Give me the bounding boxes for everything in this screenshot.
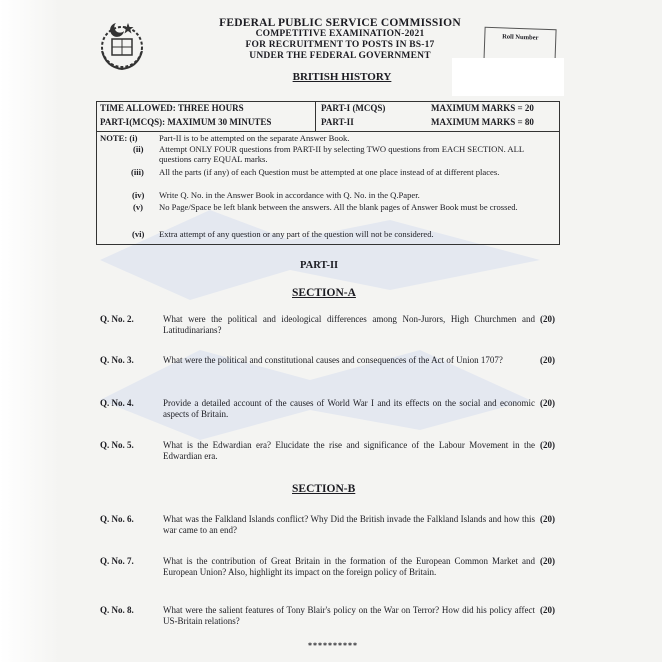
note-number: (ii) — [133, 144, 144, 154]
time-allowed: TIME ALLOWED: THREE HOURS — [100, 103, 244, 113]
note-number: (v) — [133, 202, 144, 212]
table-row — [97, 116, 559, 130]
note-text: No Page/Space be left blank between the answers. All the blank pages of Answer Book must be crossed. — [159, 202, 518, 212]
exam-header — [190, 18, 490, 62]
note-number: (iv) — [132, 190, 145, 200]
part1-time: PART-I(MCQS): MAXIMUM 30 MINUTES — [100, 117, 272, 127]
instructions-box — [96, 131, 560, 245]
question-text: What were the political and ideological differences among Non-Jurors, High Churchmen and Latitudinarians? — [163, 314, 535, 335]
government-line: UNDER THE FEDERAL GOVERNMENT — [249, 51, 431, 61]
question-text: What was the Falkland Islands conflict? Why Did the British invade the Falkland Islands and how this war came to an end? — [163, 514, 535, 535]
question-number: Q. No. 8. — [100, 605, 134, 615]
question-text: Provide a detailed account of the causes of World War I and its effects on the social and economic aspects of Britain. — [163, 398, 535, 419]
question-number: Q. No. 6. — [100, 514, 134, 524]
note-number: (vi) — [132, 229, 145, 239]
part-title: PART-II — [300, 260, 339, 271]
question-text: What were the political and constitutional causes and consequences of the Act of Union 1707? — [163, 355, 503, 365]
part1-label: PART-I (MCQS) — [321, 103, 386, 113]
note-text: Extra attempt of any question or any part of the question will not be considered. — [159, 229, 434, 239]
question-marks: (20) — [540, 355, 555, 365]
max-marks-1: MAXIMUM MARKS = 20 — [431, 103, 534, 113]
marks-table — [96, 101, 560, 132]
question-marks: (20) — [540, 605, 555, 615]
subject-title: BRITISH HISTORY — [292, 71, 392, 83]
question-text: What is the contribution of Great Britain in the formation of the European Common Market and European Union? Also, highlight its impact on the foreign policy of Britain. — [163, 556, 535, 577]
question-number: Q. No. 4. — [100, 398, 134, 408]
note-text: Attempt ONLY FOUR questions from PART-II by selecting TWO questions from EACH SECTION. ALL questions carry EQUAL marks. — [159, 144, 524, 165]
section-a-title: SECTION-A — [292, 287, 356, 299]
note-number: NOTE: (i) — [100, 133, 138, 143]
question-marks: (20) — [540, 556, 555, 566]
redacted-area — [452, 58, 564, 96]
part2-label: PART-II — [321, 117, 354, 127]
table-row — [97, 102, 559, 116]
question-marks: (20) — [540, 440, 555, 450]
note-text: Part-II is to be attempted on the separate Answer Book. — [159, 133, 350, 143]
question-number: Q. No. 5. — [100, 440, 134, 450]
question-marks: (20) — [540, 514, 555, 524]
end-marker: ********** — [308, 641, 358, 650]
recruitment-line: FOR RECRUITMENT TO POSTS IN BS-17 — [245, 40, 435, 50]
note-text: All the parts (if any) of each Question must be attempted at one place instead of at different places. — [159, 167, 500, 177]
commission-name: FEDERAL PUBLIC SERVICE COMMISSION — [219, 17, 461, 29]
question-number: Q. No. 3. — [100, 355, 134, 365]
exam-name: COMPETITIVE EXAMINATION-2021 — [255, 29, 425, 39]
question-text: What is the Edwardian era? Elucidate the rise and significance of the Labour Movement in the Edwardian era. — [163, 440, 535, 461]
note-text: Write Q. No. in the Answer Book in accordance with Q. No. in the Q.Paper. — [159, 190, 420, 200]
question-marks: (20) — [540, 398, 555, 408]
government-emblem-icon — [94, 17, 150, 73]
question-number: Q. No. 7. — [100, 556, 134, 566]
question-number: Q. No. 2. — [100, 314, 134, 324]
question-text: What were the salient features of Tony Blair's policy on the War on Terror? How did his policy affect US-Britain relations? — [163, 605, 535, 626]
page-edge — [0, 0, 60, 662]
note-number: (iii) — [131, 167, 144, 177]
section-b-title: SECTION-B — [292, 483, 356, 495]
question-marks: (20) — [540, 314, 555, 324]
max-marks-2: MAXIMUM MARKS = 80 — [431, 117, 534, 127]
roll-number-label: Roll Number — [502, 33, 539, 42]
